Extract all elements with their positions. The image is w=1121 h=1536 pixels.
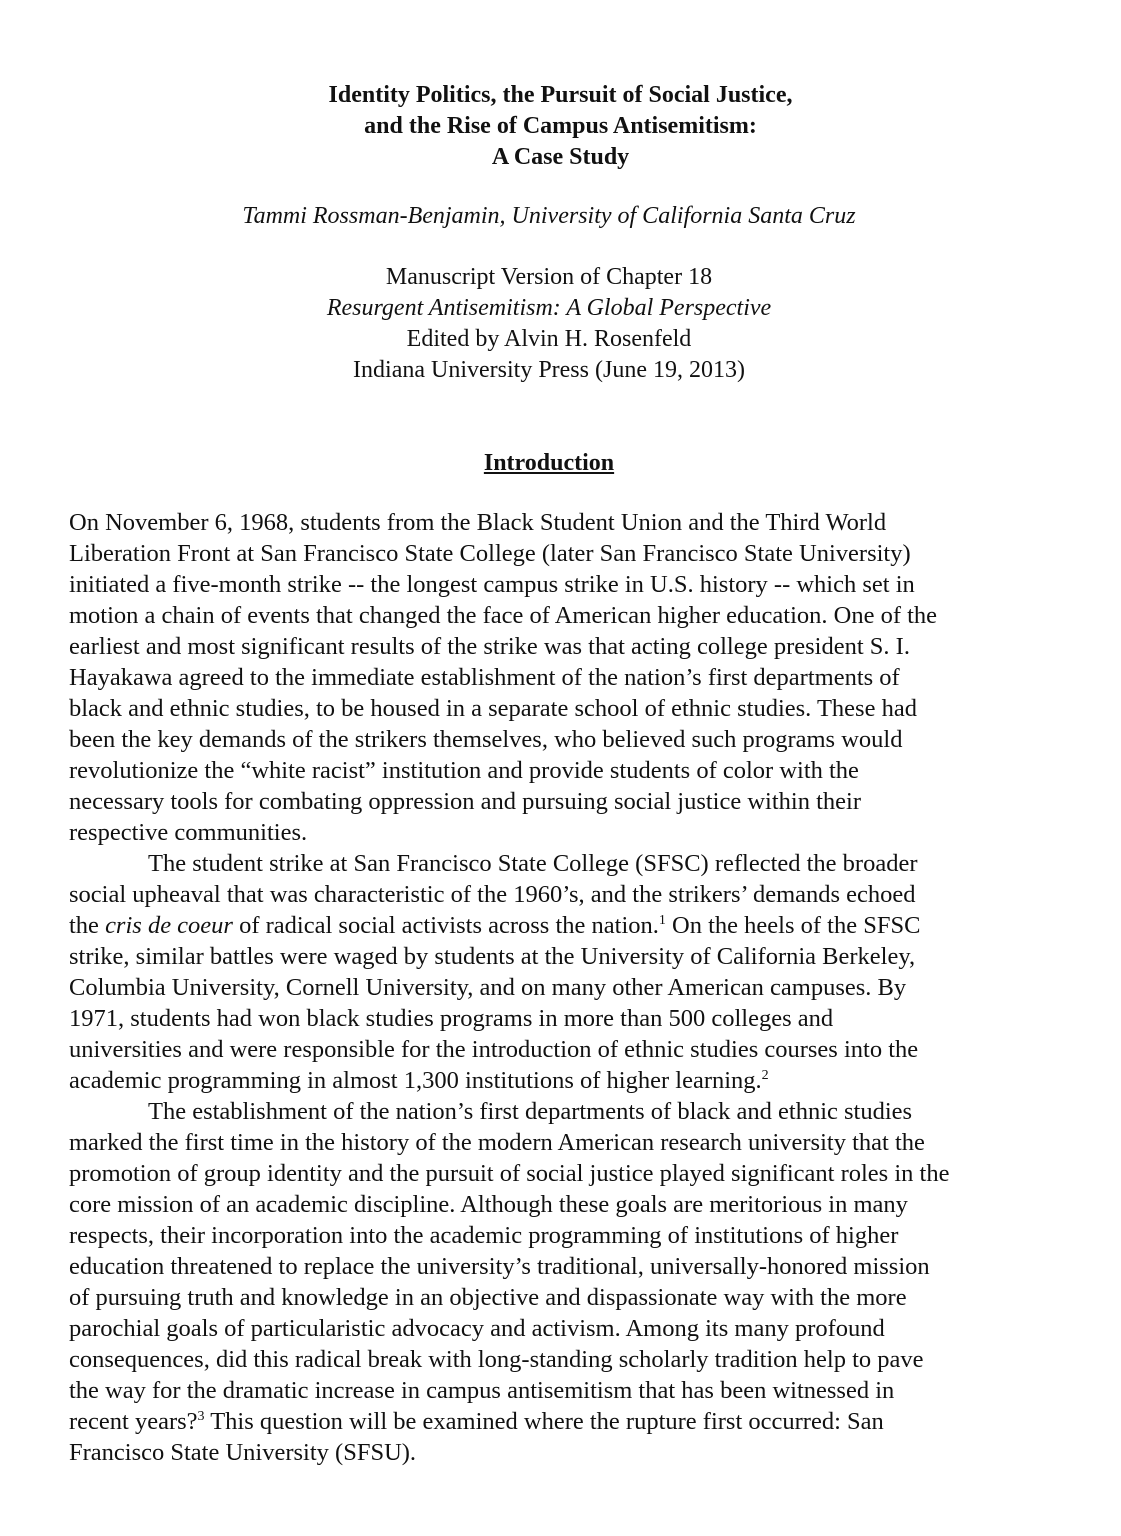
title-line: and the Rise of Campus Antisemitism: — [364, 113, 757, 139]
text-span: On the heels of the SFSC — [665, 912, 921, 939]
text-line: initiated a five-month strike -- the longest campus strike in U.S. history -- which set in — [69, 571, 915, 598]
text-line: education threatened to replace the university’s traditional, universally-honored mission — [69, 1253, 930, 1280]
text-line: respects, their incorporation into the academic programming of institutions of higher — [69, 1222, 899, 1249]
text-line: strike, similar battles were waged by students at the University of California Berkeley, — [69, 943, 916, 970]
text-line: consequences, did this radical break with long-standing scholarly tradition help to pave — [69, 1346, 924, 1373]
text-line — [69, 910, 1069, 941]
manuscript-version: Manuscript Version of Chapter 18 — [385, 264, 713, 290]
text-line: Hayakawa agreed to the immediate establishment of the nation’s first departments of — [69, 664, 900, 691]
text-span: of radical social activists across the nation. — [232, 912, 659, 939]
text-line: parochial goals of particularistic advocacy and activism. Among its many profound — [69, 1315, 885, 1342]
publisher: Indiana University Press (June 19, 2013) — [353, 357, 745, 383]
italic-phrase: cris de coeur — [105, 912, 233, 939]
section-heading: Introduction — [483, 450, 615, 476]
text-line: Liberation Front at San Francisco State College (later San Francisco State University) — [69, 540, 911, 567]
body-text — [69, 507, 1069, 1468]
footnote-marker[interactable]: 1 — [658, 913, 666, 928]
text-line: been the key demands of the strikers themselves, who believed such programs would — [69, 726, 903, 753]
title-line: A Case Study — [491, 144, 630, 170]
publication-info — [0, 262, 1098, 386]
text-line: social upheaval that was characteristic of the 1960’s, and the strikers’ demands echoed — [69, 881, 916, 908]
text-line: promotion of group identity and the pursuit of social justice played significant roles in the — [69, 1160, 950, 1187]
text-line: 1971, students had won black studies programs in more than 500 colleges and — [69, 1005, 834, 1032]
text-line: revolutionize the “white racist” institution and provide students of color with the — [69, 757, 859, 784]
text-line — [69, 1406, 1069, 1437]
text-line: earliest and most significant results of the strike was that acting college president S. I. — [69, 633, 910, 660]
footnote-marker[interactable]: 2 — [761, 1068, 769, 1083]
document-title — [0, 80, 1121, 173]
text-span: This question will be examined where the rupture first occurred: San — [204, 1408, 884, 1435]
text-line: respective communities. — [69, 819, 308, 846]
text-line: Francisco State University (SFSU). — [69, 1439, 417, 1466]
text-line: the way for the dramatic increase in campus antisemitism that has been witnessed in — [69, 1377, 895, 1404]
footnote-marker[interactable]: 3 — [197, 1409, 205, 1424]
text-span: academic programming in almost 1,300 institutions of higher learning. — [69, 1067, 762, 1094]
text-line: universities and were responsible for the introduction of ethnic studies courses into the — [69, 1036, 919, 1063]
text-line — [69, 1065, 1069, 1096]
text-line: black and ethnic studies, to be housed in a separate school of ethnic studies. These had — [69, 695, 917, 722]
editor: Edited by Alvin H. Rosenfeld — [406, 326, 692, 352]
text-span: recent years? — [69, 1408, 198, 1435]
title-line: Identity Politics, the Pursuit of Social Justice, — [328, 82, 793, 108]
text-line: Columbia University, Cornell University, and on many other American campuses. By — [69, 974, 907, 1001]
text-line: On November 6, 1968, students from the Black Student Union and the Third World — [69, 509, 887, 536]
text-line: The student strike at San Francisco State College (SFSC) reflected the broader — [148, 850, 918, 877]
author-affiliation: Tammi Rossman-Benjamin, University of California Santa Cruz — [242, 203, 856, 229]
book-title: Resurgent Antisemitism: A Global Perspective — [326, 295, 772, 321]
text-line: core mission of an academic discipline. Although these goals are meritorious in many — [69, 1191, 908, 1218]
text-line: motion a chain of events that changed the face of American higher education. One of the — [69, 602, 938, 629]
text-line: necessary tools for combating oppression and pursuing social justice within their — [69, 788, 862, 815]
text-line: of pursuing truth and knowledge in an objective and dispassionate way with the more — [69, 1284, 907, 1311]
text-line: marked the first time in the history of the modern American research university that the — [69, 1129, 925, 1156]
text-span: the — [69, 912, 106, 939]
text-line: The establishment of the nation’s first departments of black and ethnic studies — [148, 1098, 913, 1125]
